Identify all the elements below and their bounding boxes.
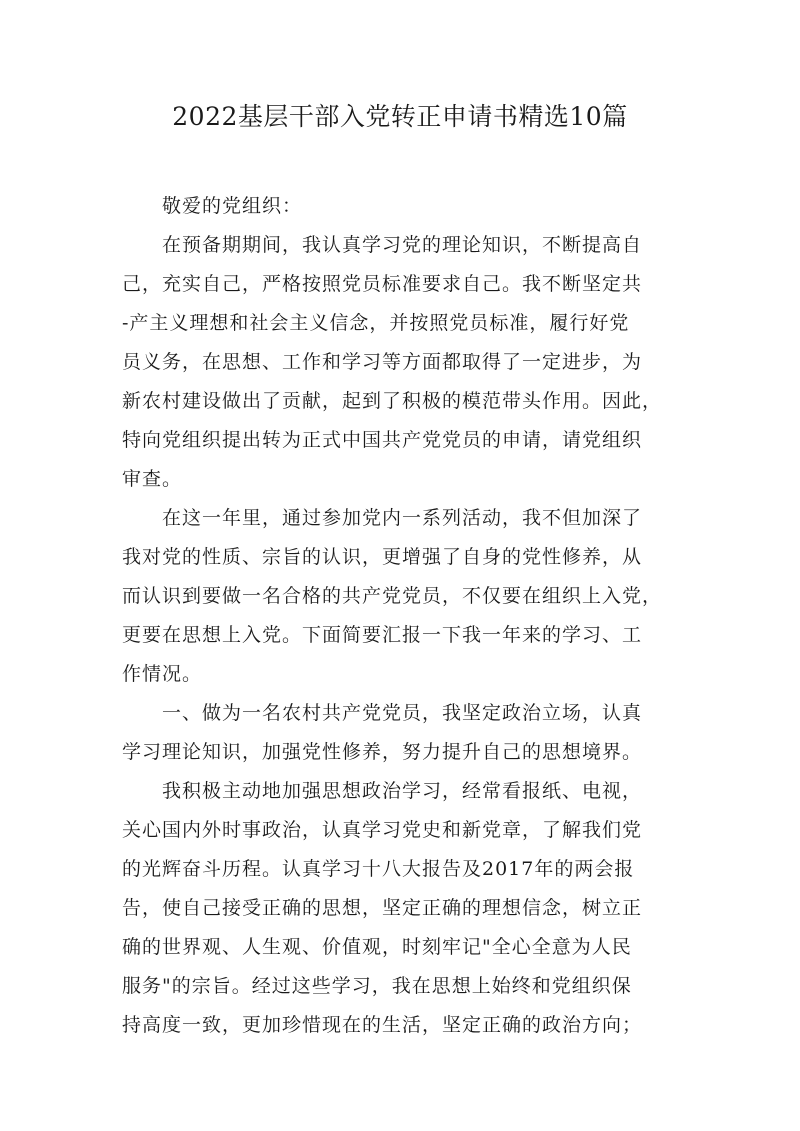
paragraph-line: 关心国内外时事政治，认真学习党史和新党章，了解我们党 <box>122 819 643 841</box>
salutation-line: 敬爱的党组织： <box>162 195 303 217</box>
paragraph-line: 审查。 <box>122 468 183 490</box>
paragraph-line: 在预备期期间，我认真学习党的理论知识，不断提高自 <box>162 234 643 256</box>
paragraph-line: 的光辉奋斗历程。认真学习十八大报告及2017年的两会报 <box>122 858 635 880</box>
paragraph-line: -产主义理想和社会主义信念，并按照党员标准，履行好党 <box>122 312 630 334</box>
paragraph-line: 己，充实自己，严格按照党员标准要求自己。我不断坚定共 <box>122 273 643 295</box>
paragraph-line: 确的世界观、人生观、价值观，时刻牢记"全心全意为人民 <box>122 936 632 958</box>
paragraph-line: 员义务，在思想、工作和学习等方面都取得了一定进步，为 <box>122 351 643 373</box>
paragraph-line: 学习理论知识，加强党性修养，努力提升自己的思想境界。 <box>122 741 643 763</box>
document-title: 2022基层干部入党转正申请书精选10篇 <box>172 102 628 131</box>
paragraph-line: 而认识到要做一名合格的共产党党员，不仅要在组织上入党， <box>122 585 663 607</box>
paragraph-line: 更要在思想上入党。下面简要汇报一下我一年来的学习、工 <box>122 624 643 646</box>
paragraph-line: 一、做为一名农村共产党党员，我坚定政治立场，认真 <box>162 702 643 724</box>
paragraph-line: 特向党组织提出转为正式中国共产党党员的申请，请党组织 <box>122 429 643 451</box>
paragraph-line: 告，使自己接受正确的思想，坚定正确的理想信念，树立正 <box>122 897 643 919</box>
paragraph-line: 我积极主动地加强思想政治学习，经常看报纸、电视， <box>162 780 643 802</box>
paragraph-line: 我对党的性质、宗旨的认识，更增强了自身的党性修养，从 <box>122 546 643 568</box>
paragraph-line: 在这一年里，通过参加党内一系列活动，我不但加深了 <box>162 507 643 529</box>
paragraph-line: 新农村建设做出了贡献，起到了积极的模范带头作用。因此， <box>122 390 663 412</box>
paragraph-line: 作情况。 <box>122 663 203 685</box>
paragraph-line: 服务"的宗旨。经过这些学习，我在思想上始终和党组织保 <box>122 975 632 997</box>
paragraph-line: 持高度一致，更加珍惜现在的生活，坚定正确的政治方向； <box>122 1014 643 1036</box>
